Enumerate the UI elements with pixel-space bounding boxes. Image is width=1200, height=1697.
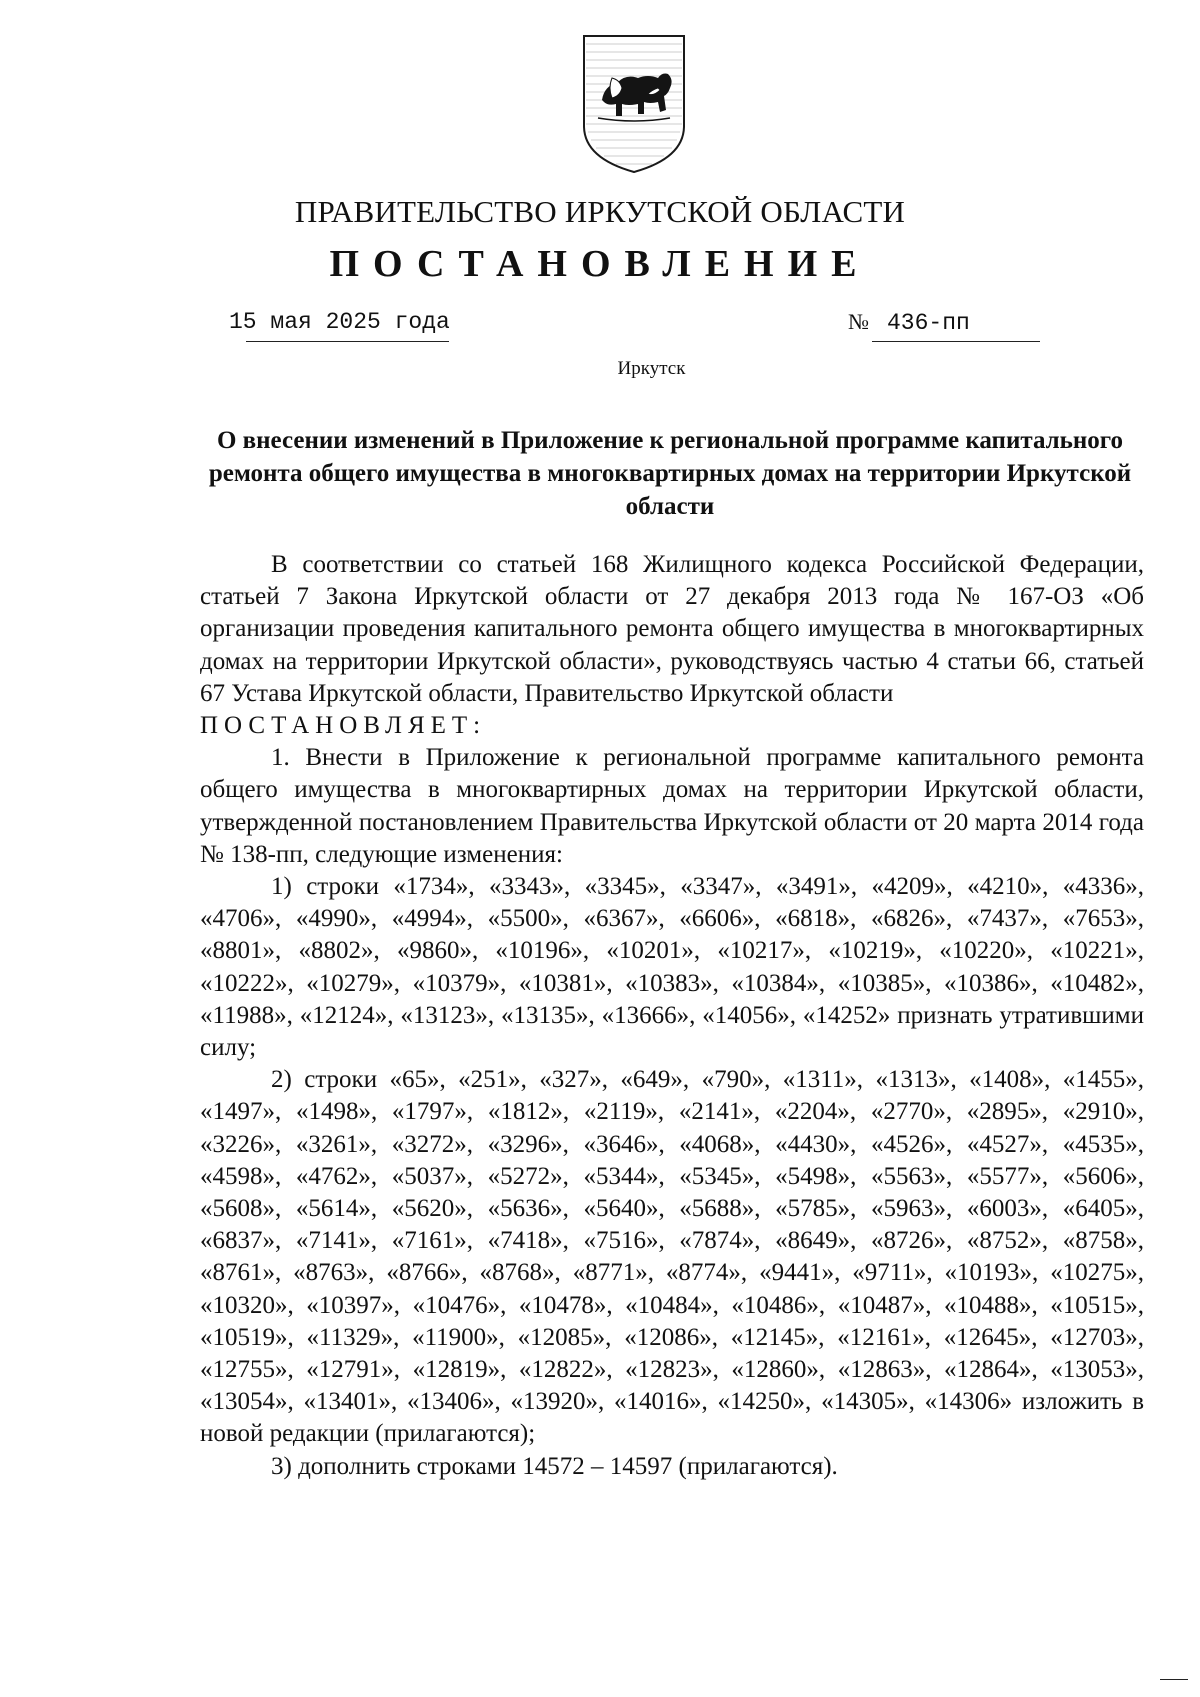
number-underline <box>872 341 1040 342</box>
subitem-3-paragraph: 3) дополнить строками 14572 – 14597 (прилагаются). <box>271 1452 838 1480</box>
number-sign: № <box>848 309 869 334</box>
decree-word: ПОСТАНОВЛЯЕТ: <box>200 712 487 740</box>
subitem-2-paragraph: 2) строки «65», «251», «327», «649», «790», «1311», «1313», «1408», «1455», «1497», «1498», «1797», «1812», «2119», «2141», «2204», «2770», «2895», «2910», «3226», «3261», «3272», «3296», «3646», «4068», «4430», «4526», «4527», «4535», «4598», «4762», «5037», «5272», «5344», «5345», «5498», «5563», «5577», «5606», «5608», «5614», «5620», «5636», «5640», «5688», «5785», «5963», «6003», «6405», «6837», «7141», «7161», «7418», «7516», «7874», «8649», «8726», «8752», «8758», «8761», «8763», «8766», «8768», «8771», «8774», «9441», «9711», «10193», «10275», «10320», «10397», «10476», «10478», «10484», «10486», «10487», «10488», «10515», «10519», «11329», «11900», «12085», «12086», «12145», «12161», «12645», «12703», «12755», «12791», «12819», «12822», «12823», «12860», «12863», «12864», «13053», «13054», «13401», «13406», «13920», «14016», «14250», «14305», «14306» изложить в новой редакции (прилагаются); <box>200 1066 1144 1448</box>
document-heading: О внесении изменений в Приложение к региональной программе капитального ремонта общего имущества в многоквартирных домах на территории Иркутской области <box>208 427 1132 520</box>
document-number <box>848 309 970 336</box>
corner-mark <box>1160 1679 1188 1680</box>
number-value: 436-пп <box>887 310 970 336</box>
subitem-1-paragraph: 1) строки «1734», «3343», «3345», «3347», «3491», «4209», «4210», «4336», «4706», «4990», «4994», «5500», «6367», «6606», «6818», «6826», «7437», «7653», «8801», «8802», «9860», «10196», «10201», «10217», «10219», «10220», «10221», «10222», «10279», «10379», «10381», «10383», «10384», «10385», «10386», «10482», «11988», «12124», «13123», «13135», «13666», «14056», «14252» признать утратившими силу; <box>200 873 1144 1062</box>
item-1-paragraph: 1. Внести в Приложение к региональной программе капитального ремонта общего имущества в многоквартирных домах на территории Иркутской области, утвержденной постановлением Правительства Иркутской области от 20 марта 2014 года № 138-пп, следующие изменения: <box>200 744 1144 868</box>
document-date: 15 мая 2025 года <box>229 309 450 335</box>
city-name: Иркутск <box>617 358 686 379</box>
preamble-paragraph: В соответствии со статьей 168 Жилищного кодекса Российской Федерации, статьей 7 Закона Иркутской области от 27 декабря 2013 года № 167-ОЗ «Об организации проведения капитального ремонта общего имущества в многоквартирных домах на территории Иркутской области», руководствуясь частью 4 статьи 66, статьей 67 Устава Иркутской области, Правительство Иркутской области <box>200 551 1144 707</box>
government-name: ПРАВИТЕЛЬСТВО ИРКУТСКОЙ ОБЛАСТИ <box>294 194 906 229</box>
document-type: ПОСТАНОВЛЕНИЕ <box>329 243 871 285</box>
document-body <box>200 549 1144 1483</box>
irkutsk-coat-of-arms-icon <box>582 34 686 174</box>
date-underline <box>246 341 449 342</box>
